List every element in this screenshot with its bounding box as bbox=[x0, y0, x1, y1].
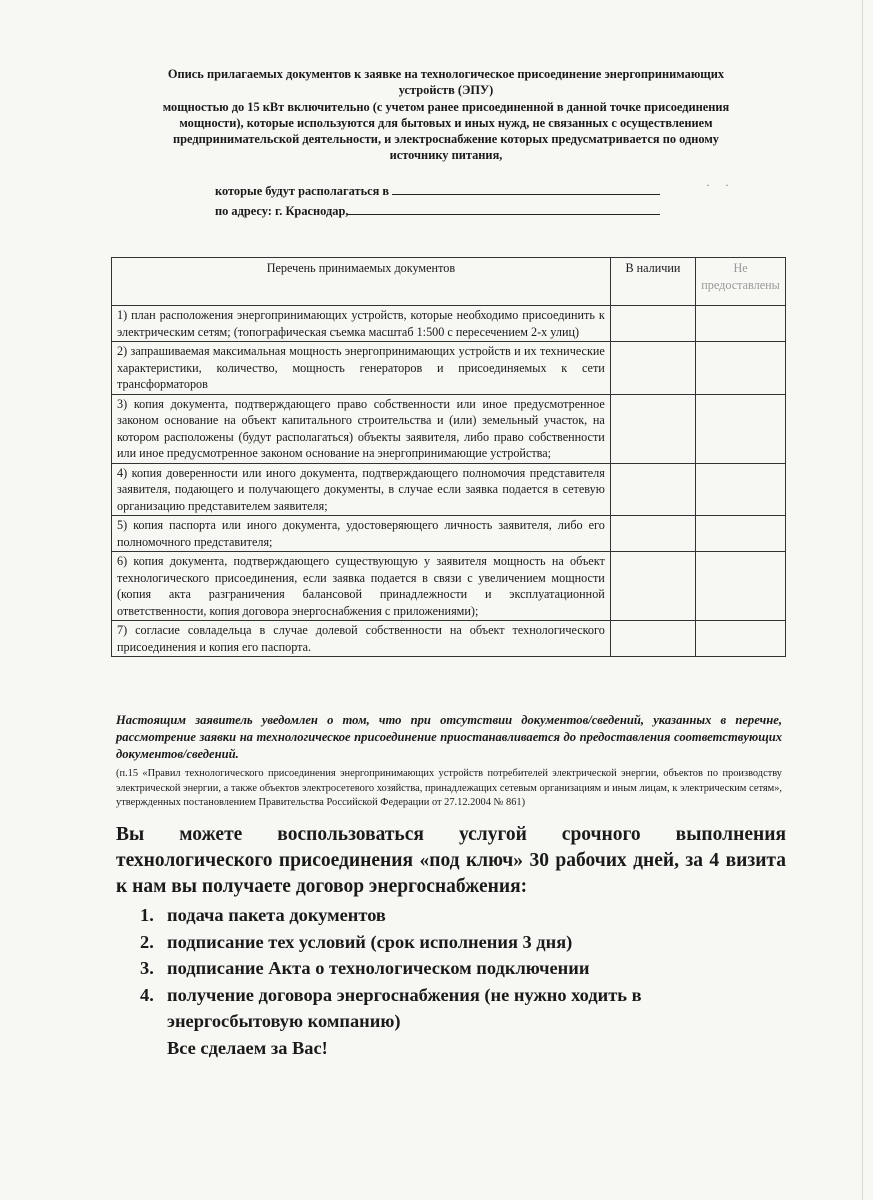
list-item bbox=[140, 929, 760, 956]
col-header-available: В наличии bbox=[610, 258, 695, 306]
scan-specks: · · bbox=[706, 178, 735, 192]
step-number: 2. bbox=[140, 931, 154, 952]
document-item: 6) копия документа, подтверждающего существующую у заявителя мощность на объект технологического присоединения, если заявка подается в связи с увеличением мощности (копия акта разграничения балансовой принадлежности и эксплуатационной ответственности, копия договора энергоснабжения с приложениями); bbox=[112, 552, 611, 621]
not-provided-cell bbox=[696, 306, 786, 342]
table-row bbox=[112, 621, 786, 657]
document-title bbox=[110, 66, 782, 164]
steps-list bbox=[140, 902, 760, 1035]
closing-line: Все сделаем за Вас! bbox=[167, 1038, 328, 1058]
available-cell bbox=[610, 552, 695, 621]
step-number: 1. bbox=[140, 905, 154, 925]
document-item: 5) копия паспорта или иного документа, удостоверяющего личность заявителя, либо его полномочного представителя; bbox=[112, 516, 611, 552]
table-row bbox=[112, 463, 786, 516]
available-cell bbox=[610, 342, 695, 395]
page-edge bbox=[862, 0, 863, 1200]
location-blank bbox=[392, 181, 660, 195]
col-header-documents: Перечень принимаемых документов bbox=[112, 258, 611, 306]
available-cell bbox=[610, 306, 695, 342]
title-line: источнику питания, bbox=[389, 148, 503, 163]
not-provided-cell bbox=[696, 463, 786, 516]
step-text: подача пакета документов bbox=[167, 905, 386, 925]
step-number: 3. bbox=[140, 958, 154, 978]
table-row bbox=[112, 552, 786, 621]
document-item: 7) согласие совладельца в случае долевой собственности на объект технологического присоединения и копия его паспорта. bbox=[112, 621, 611, 657]
col-header-not-provided: Не предоставлены bbox=[696, 258, 786, 306]
location-line bbox=[215, 181, 660, 199]
step-text: получение договора энергоснабжения (не нужно ходить в энергосбытовую компанию) bbox=[167, 984, 642, 1031]
table-header-row bbox=[112, 258, 786, 306]
table-row bbox=[112, 394, 786, 463]
not-provided-cell bbox=[696, 621, 786, 657]
title-line: предпринимательской деятельности, и электроснабжение которых предусматривается по одному bbox=[173, 132, 719, 147]
available-cell bbox=[610, 516, 695, 552]
address-line bbox=[215, 201, 660, 219]
list-item bbox=[140, 902, 760, 929]
address-blank bbox=[348, 201, 660, 215]
available-cell bbox=[610, 463, 695, 516]
document-item: 3) копия документа, подтверждающего право собственности или иное предусмотренное законом основание на объект капитального строительства и (или) земельный участок, на котором расположены (будут располагаться) объекты заявителя, либо право собственности или иное предусмотренное законом основание на энергопринимающие устройства; bbox=[112, 394, 611, 463]
table-row bbox=[112, 342, 786, 395]
document-item: 2) запрашиваемая максимальная мощность энергопринимающих устройств и их технические характеристики, количество, мощность генераторов и присоединяемых к сети трансформаторов bbox=[112, 342, 611, 395]
available-cell bbox=[610, 621, 695, 657]
not-provided-cell bbox=[696, 552, 786, 621]
documents-table bbox=[111, 257, 786, 657]
title-line: Опись прилагаемых документов к заявке на технологическое присоединение энергопринимающих bbox=[167, 67, 725, 81]
list-item bbox=[140, 982, 760, 1035]
location-label: которые будут располагаться в bbox=[215, 184, 390, 198]
step-number: 4. bbox=[140, 984, 154, 1005]
available-cell bbox=[610, 394, 695, 463]
list-item bbox=[140, 955, 760, 982]
not-provided-cell bbox=[696, 516, 786, 552]
table-row bbox=[112, 306, 786, 342]
step-text: подписание тех условий (срок исполнения 3 дня) bbox=[167, 931, 573, 952]
title-line: устройств (ЭПУ) bbox=[398, 83, 494, 98]
promo-text: Вы можете воспользоваться услугой срочного выполнения технологического присоединения «под ключ» 30 рабочих дней, за 4 визита к нам вы получаете договор энергоснабжения: bbox=[116, 824, 786, 897]
document-item: 4) копия доверенности или иного документа, подтверждающего полномочия представителя заявителя, подающего и получающего документы, в случае если заявка подается в сетевую организацию представителем заявителя; bbox=[112, 463, 611, 516]
step-text: подписание Акта о технологическом подключении bbox=[167, 958, 590, 978]
document-item: 1) план расположения энергопринимающих устройств, которые необходимо присоединить к электрическим сетям; (топографическая съемка масштаб 1:500 с пересечением 2-х улиц) bbox=[112, 306, 611, 342]
table-row bbox=[112, 516, 786, 552]
not-provided-cell bbox=[696, 342, 786, 395]
title-line: мощности), которые используются для бытовых и иных нужд, не связанных с осуществлением bbox=[179, 115, 713, 130]
applicant-notice: Настоящим заявитель уведомлен о том, что при отсутствии документов/сведений, указанных в перечне, рассмотрение заявки на технологическое присоединение приостанавливается до предоставления соответствующих документов/сведений. bbox=[116, 713, 782, 761]
not-provided-cell bbox=[696, 394, 786, 463]
address-label: по адресу: г. Краснодар, bbox=[215, 204, 349, 218]
legal-reference: (п.15 «Правил технологического присоединения энергопринимающих устройств потребителей электрической энергии, объектов по производству электрической энергии, а также объектов электросетевого хозяйства, принадлежащих сетевым организациям и иным лицам, к электрическим сетям», утвержденных постановлением Правительства Российской Федерации от 27.12.2004 № 861) bbox=[116, 768, 782, 809]
title-line: мощностью до 15 кВт включительно (с учетом ранее присоединенной в данной точке присоединения bbox=[162, 99, 730, 114]
